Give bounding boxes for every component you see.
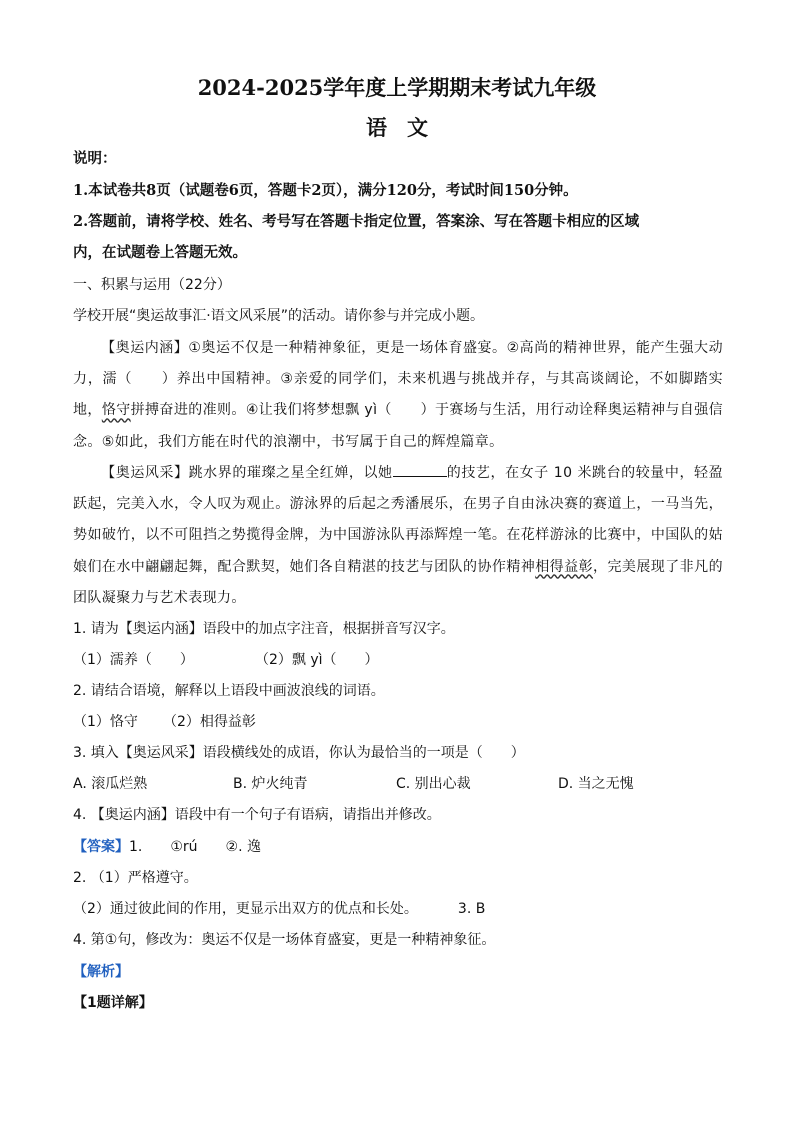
- exam-title: 2024-2025学年度上学期期末考试九年级: [197, 75, 597, 100]
- question-2: 2. 请结合语境，解释以上语段中画波浪线的词语。: [73, 683, 385, 699]
- section-heading: 一、积累与运用（22分）: [73, 277, 231, 293]
- answer-label: 【答案】: [73, 839, 129, 855]
- answer-3: 3. B: [457, 901, 486, 917]
- question-1-a: （1）濡养（ ）: [73, 652, 194, 668]
- question-3-option-d: D. 当之无愧: [558, 776, 634, 792]
- section-intro: 学校开展“奥运故事汇·语文风采展”的活动。请你参与并完成小题。: [73, 308, 484, 324]
- analysis-label: 【解析】: [73, 964, 129, 980]
- question-4: 4. 【奥运内涵】语段中有一个句子有语病，请指出并修改。: [73, 807, 441, 823]
- notes-item-1: 1.本试卷共8页（试题卷6页，答题卡2页），满分120分，考试时间150分钟。: [73, 182, 578, 199]
- passage-olympic-style: [73, 458, 723, 614]
- answer-2-2-line: [73, 898, 723, 920]
- subject-title: 语文: [366, 115, 448, 140]
- question-3: 3. 填入【奥运风采】语段横线处的成语，你认为最恰当的一项是（ ）: [73, 745, 525, 761]
- fill-blank: [393, 462, 447, 477]
- answer-1: 1. ①rú ②. 逸: [129, 839, 261, 855]
- passage2-part3: ，完美展现了非凡的团队凝聚力与艺术表现力。: [73, 558, 723, 606]
- passage1-part1: 【奥运内涵】①奥运不仅是一种精神象征，更是一场体育盛宴。②高尚的精神世界，能产生强大动力，濡（ ）养出中国精神。③亲爱的同学们，未来机遇与挑战并存，与其高谈阔论，不如脚踏实地，: [73, 340, 723, 419]
- question-1: 1. 请为【奥运内涵】语段中的加点字注音，根据拼音写汉字。: [73, 621, 455, 637]
- notes-item-2-line1: 2.答题前，请将学校、姓名、考号写在答题卡指定位置，答案涂、写在答题卡相应的区域: [73, 213, 640, 230]
- notes-heading: 说明：: [73, 150, 117, 167]
- answer-2-2: （2）通过彼此间的作用，更显示出双方的优点和长处。: [73, 901, 418, 917]
- question-3-option-b: B. 炉火纯青: [233, 776, 308, 792]
- detail-label: 【1题详解】: [73, 995, 153, 1011]
- answer-4: 4. 第①句，修改为：奥运不仅是一场体育盛宴，更是一种精神象征。: [73, 932, 496, 948]
- passage-olympic-meaning: [73, 333, 723, 458]
- question-2-a: （1）恪守: [73, 714, 138, 730]
- notes-item-2-line2: 内，在试题卷上答题无效。: [73, 244, 247, 261]
- answer-2-1: 2. （1）严格遵守。: [73, 870, 198, 886]
- answer-1-line: [73, 836, 723, 858]
- passage2-part1: 【奥运风采】跳水界的璀璨之星全红婵，以她: [101, 465, 393, 481]
- question-2-b: （2）相得益彰: [163, 714, 256, 730]
- question-3-option-c: C. 别出心裁: [396, 776, 471, 792]
- question-3-option-a: A. 滚瓜烂熟: [73, 776, 148, 792]
- wavy-word-xiangdeyizhang: 相得益彰: [535, 558, 594, 575]
- passage1-part2: 拼搏奋进的准则。④让我们将梦想飘 yì（ ）于赛场与生活，用行动诠释奥运精神与自强信念。⑤如此，我们方能在时代的浪潮中，书写属于自己的辉煌篇章。: [73, 402, 723, 450]
- question-1-b: （2）飘 yì（ ）: [255, 652, 379, 668]
- passage2-part2: 的技艺，在女子 10 米跳台的较量中，轻盈跃起，完美入水，令人叹为观止。游泳界的后起之秀潘展乐，在男子自由泳决赛的赛道上，一马当先，势如破竹，以不可阻挡之势揽得金牌，为中国游泳队再添辉煌一笔。在花样游泳的比赛中，中国队的姑娘们在水中翩翩起舞，配合默契，她们各自精湛的技艺与团队的协作精神: [73, 465, 723, 575]
- wavy-word-keshou: 恪守: [101, 402, 131, 419]
